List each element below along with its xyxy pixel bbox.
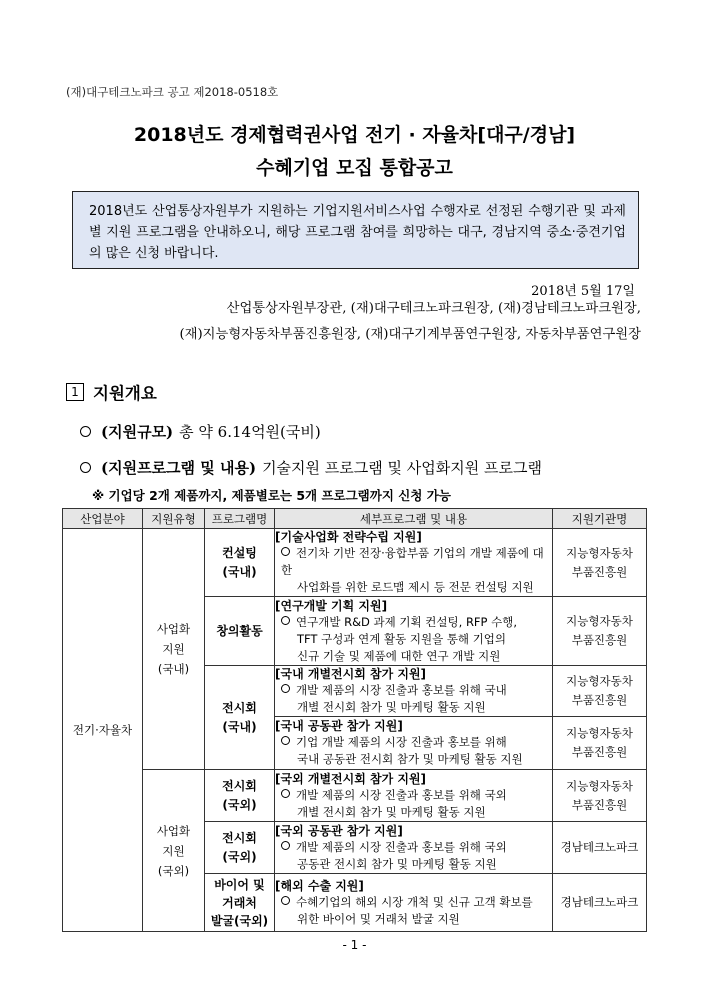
table-header-row: [63, 509, 647, 529]
table-row: [63, 529, 647, 597]
detail-body: [275, 682, 552, 716]
detail-line: 사업화를 위한 로드맵 제시 등 전문 컨설팅 지원: [297, 580, 534, 594]
detail-title: [국내 개별전시회 참가 지원]: [275, 667, 427, 681]
detail-cell: [275, 770, 553, 822]
detail-cell: [275, 822, 553, 874]
detail-line: 신규 기술 및 제품에 대한 연구 개발 지원: [297, 648, 501, 663]
detail-line: 개별 전시회 참가 및 마케팅 활동 지원: [297, 804, 486, 819]
industry-cell: 전기·자율차: [63, 529, 143, 932]
small-circle-icon: [281, 684, 290, 693]
bullet-support-scale: [80, 421, 321, 442]
detail-line: TFT 구성과 연계 활동 지원을 통해 기업의: [297, 631, 507, 646]
detail-title: [국외 공동관 참가 지원]: [275, 823, 403, 838]
circle-bullet-icon: [80, 462, 91, 473]
notice-number: (재)대구테크노파크 공고 제2018-0518호: [66, 85, 279, 99]
circle-bullet-icon: [80, 426, 91, 437]
agency-cell: 지능형자동차 부품진흥원: [553, 770, 647, 822]
program-buyer: 바이어 및 거래처 발굴(국외): [205, 874, 275, 932]
detail-title: [국외 개별전시회 참가 지원]: [275, 771, 427, 786]
detail-body: [275, 787, 552, 821]
program-exhibit-overseas: 전시회 (국외): [205, 770, 275, 822]
detail-body: [275, 894, 552, 928]
support-type-domestic: 사업화 지원 (국내): [143, 529, 205, 770]
detail-line: 연구개발 R&D 과제 기획 컨설팅, RFP 수행,: [296, 614, 518, 629]
agency-cell: 지능형자동차 부품진흥원: [553, 717, 647, 770]
notice-date: 2018년 5월 17일: [531, 284, 635, 299]
small-circle-icon: [281, 896, 290, 905]
detail-cell: [275, 529, 553, 597]
small-circle-icon: [281, 547, 290, 556]
bullet-label: (지원프로그램 및 내용): [101, 459, 257, 477]
header-industry: 산업분야: [63, 509, 143, 529]
detail-cell: [275, 666, 553, 717]
section-number-box: 1: [66, 383, 84, 401]
table-row: [63, 770, 647, 822]
agency-cell: 지능형자동차 부품진흥원: [553, 597, 647, 666]
bullet-text: 총 약 6.14억원(국비): [179, 423, 321, 441]
detail-line: 개별 전시회 참가 및 마케팅 활동 지원: [297, 700, 486, 714]
detail-line: 개발 제품의 시장 진출과 홍보를 위해 국외: [296, 839, 507, 854]
page-number: - 1 -: [342, 938, 367, 952]
detail-title: [연구개발 기획 지원]: [275, 598, 388, 613]
header-detail: 세부프로그램 및 내용: [275, 509, 553, 529]
program-exhibit-domestic: 전시회 (국내): [205, 666, 275, 770]
section-title: 지원개요: [93, 384, 157, 403]
detail-body: [275, 614, 552, 665]
detail-title: [해외 수출 지원]: [275, 878, 364, 893]
detail-line: 개발 제품의 시장 진출과 홍보를 위해 국외: [296, 787, 507, 802]
intro-text: 2018년도 산업통상자원부가 지원하는 기업지원서비스사업 수행자로 선정된 수행기관 및 과제별 지원 프로그램을 안내하오니, 해당 프로그램 참여를 희망하는 대구, 경남지역 중소·중견기업의 많은 신청 바랍니다.: [89, 204, 626, 261]
detail-line: 개발 제품의 시장 진출과 홍보를 위해 국내: [296, 683, 507, 697]
agency-cell: 경남테크노파크: [553, 874, 647, 932]
detail-cell: [275, 874, 553, 932]
detail-body: [275, 734, 552, 768]
agency-cell: 지능형자동차 부품진흥원: [553, 529, 647, 597]
application-note: ※ 기업당 2개 제품까지, 제품별로는 5개 프로그램까지 신청 가능: [92, 488, 451, 503]
header-program-name: 프로그램명: [205, 509, 275, 529]
detail-title: [기술사업화 전략수립 지원]: [275, 530, 422, 544]
signatories-line1: 산업통상자원부장관, (재)대구테크노파크원장, (재)경남테크노파크원장,: [226, 301, 641, 316]
section-heading: [66, 380, 157, 404]
small-circle-icon: [281, 616, 290, 625]
page-title-line1: 2018년도 경제협력권사업 전기 · 자율차[대구/경남]: [133, 124, 576, 146]
small-circle-icon: [281, 736, 290, 745]
bullet-label: (지원규모): [101, 423, 174, 441]
small-circle-icon: [281, 841, 290, 850]
detail-line: 기업 개발 제품의 시장 진출과 홍보를 위해: [296, 735, 507, 749]
header-agency: 지원기관명: [553, 509, 647, 529]
agency-cell: 지능형자동차 부품진흥원: [553, 666, 647, 717]
program-consulting: 컨설팅 (국내): [205, 529, 275, 597]
bullet-text: 기술지원 프로그램 및 사업화지원 프로그램: [262, 459, 542, 477]
bullet-support-programs: [80, 457, 542, 478]
small-circle-icon: [281, 789, 290, 798]
detail-body: [275, 545, 552, 596]
detail-cell: [275, 597, 553, 666]
program-creative: 창의활동: [205, 597, 275, 666]
detail-line: 국내 공동관 전시회 참가 및 마케팅 활동 지원: [297, 752, 523, 766]
agency-cell: 경남테크노파크: [553, 822, 647, 874]
detail-body: [275, 839, 552, 873]
detail-cell: [275, 717, 553, 770]
support-type-overseas: 사업화 지원 (국외): [143, 770, 205, 932]
signatories-line2: (재)지능형자동차부품진흥원장, (재)대구기계부품연구원장, 자동차부품연구원장: [179, 327, 641, 342]
intro-box: [72, 191, 639, 269]
page-title-line2: 수혜기업 모집 통합공고: [256, 157, 453, 179]
header-support-type: 지원유형: [143, 509, 205, 529]
detail-line: 위한 바이어 및 거래처 발굴 지원: [297, 911, 460, 926]
program-exhibit-overseas-2: 전시회 (국외): [205, 822, 275, 874]
detail-line: 수혜기업의 해외 시장 개척 및 신규 고객 확보를: [296, 894, 533, 909]
detail-title: [국내 공동관 참가 지원]: [275, 719, 403, 733]
detail-line: 공동관 전시회 참가 및 마케팅 활동 지원: [297, 856, 497, 871]
detail-line: 전기차 기반 전장·융합부품 기업의 개발 제품에 대한: [281, 546, 544, 577]
program-table: [62, 508, 647, 932]
